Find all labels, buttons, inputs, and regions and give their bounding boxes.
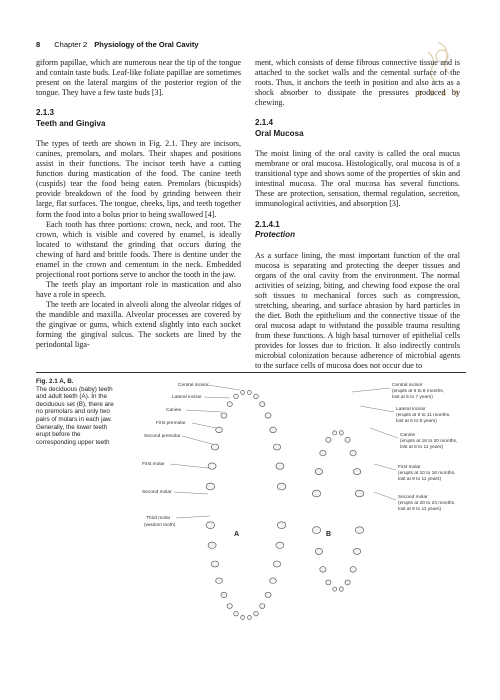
deciduous-upper-tooth <box>355 490 363 497</box>
figure-caption-text: The deciduous (baby) teeth and adult teeth (A). In the deciduous set (B), there are no premolars and only two pairs of molars in each jaw. Generally, the lower teeth erupt before the corresponding upper teeth <box>36 385 114 446</box>
adult-lower-tooth <box>206 522 215 529</box>
deciduous-upper-tooth <box>312 490 320 497</box>
panel-label-b: B <box>326 531 332 538</box>
page-number: 8 <box>36 40 41 49</box>
label-d-first-molar-age2: lost at 9 to 11 years) <box>398 477 442 482</box>
label-d-canine-age: (erupts at 16 to 20 months, <box>400 439 458 444</box>
adult-lower-tooth <box>265 592 271 597</box>
dental-arches-svg <box>126 376 470 634</box>
paragraph: The types of teeth are shown in Fig. 2.1. They are incisors, canines, premolars, and molars. Their shapes and positions assist in their functions. The incisor teeth have a cutting function during mastication of the food. The canine teeth (cuspids) tear the food being eaten. Premolars (bicuspids) provide breakdown of the food by grinding between their large, flat surfaces. The tongue, cheeks, lips, and teeth together form the food into a bolus prior to being swallowed [4]. <box>36 139 241 219</box>
label-third-molar: Third molar <box>146 516 171 521</box>
deciduous-lower-tooth <box>355 527 363 534</box>
deciduous-lower-tooth <box>353 548 360 554</box>
adult-upper-tooth <box>208 463 216 469</box>
label-d-second-molar: Second molar <box>398 495 428 500</box>
adult-upper-tooth <box>265 413 271 418</box>
adult-lower-tooth <box>216 578 223 584</box>
adult-upper-tooth <box>277 483 286 490</box>
label-second-molar: Second molar <box>142 490 172 495</box>
adult-upper-tooth <box>248 390 252 394</box>
left-intro-paragraph: giform papillae, which are numerous near the tip of the tongue and contain taste buds. Leaf-like foliate papillae are sometimes present on the lateral margins of the posterior region of the tongue. They have a few taste buds [3]. <box>36 58 241 98</box>
adult-lower-tooth <box>270 578 277 584</box>
section-heading-2-1-4-1 <box>255 220 460 241</box>
deciduous-upper-tooth <box>339 431 343 435</box>
adult-lower-tooth <box>221 592 227 597</box>
label-second-premolar: Second premolar <box>144 434 181 439</box>
adult-lower-tooth <box>211 561 218 567</box>
adult-upper-tooth <box>254 394 259 399</box>
section-title: Oral Mucosa <box>255 128 304 138</box>
adult-lower-tooth <box>208 542 216 548</box>
paragraph: Each tooth has three portions: crown, neck, and root. The crown, which is visible and covered by enamel, is ideally located to withstand the grinding that occurs during the chewing of hard and brittle foods. There is dentine under the enamel in the crown and cementum in the neck. Embedded projectional root portions serve to anchor the tooth in the jaw. <box>36 219 241 279</box>
deciduous-upper-tooth <box>320 450 326 456</box>
adult-lower-tooth <box>234 611 239 616</box>
label-d-canine: Canine <box>400 433 416 438</box>
deciduous-lower-tooth <box>320 567 326 573</box>
label-canine: Canine <box>166 408 182 413</box>
deciduous-upper-tooth <box>350 450 356 456</box>
label-d-lateral-incisor: Lateral incisor <box>396 407 426 412</box>
deciduous-upper-tooth <box>326 437 331 442</box>
section-title: Protection <box>255 230 296 240</box>
adult-upper-tooth <box>221 413 227 418</box>
adult-upper-tooth <box>216 427 223 433</box>
deciduous-upper-tooth <box>315 469 322 475</box>
adult-labels <box>142 382 240 528</box>
figure-divider <box>36 372 466 373</box>
adult-upper-tooth <box>227 402 232 407</box>
adult-upper-tooth <box>234 394 239 399</box>
label-d-first-molar-age: (erupts at 10 to 16 months, <box>398 471 456 476</box>
label-d-second-molar-age: (erupts at 20 to 24 months, <box>398 501 456 506</box>
figure-caption <box>36 378 114 446</box>
label-d-central-incisor-age: (erupts at 6 to 8 months, <box>392 389 444 394</box>
adult-upper-tooth <box>276 463 284 469</box>
adult-lower-tooth <box>277 522 286 529</box>
label-d-lateral-incisor-age2: lost at 6 to 8 years) <box>396 419 437 424</box>
adult-dentition-arches <box>206 390 286 619</box>
label-d-central-incisor-age2: lost at 5 to 7 years) <box>392 395 433 400</box>
deciduous-lower-tooth <box>345 580 350 585</box>
deciduous-lower-tooth <box>326 580 331 585</box>
label-d-lateral-incisor-age: (erupts at 8 to 11 months, <box>396 413 451 418</box>
adult-upper-tooth <box>270 427 277 433</box>
paragraph: The moist lining of the oral cavity is called the oral mucus membrane or oral mucosa. Histologically, oral mucosa is of a transitional type and shows some of the properties of skin and intestinal mucosa. The oral mucosa has several functions. These are protection, sensation, thermal regulation, secretion, immunological activities, and absorption [3]. <box>255 149 460 209</box>
label-d-first-molar: First molar <box>398 465 421 470</box>
deciduous-upper-tooth <box>345 437 350 442</box>
adult-lower-tooth <box>260 604 265 609</box>
adult-lower-tooth <box>254 611 259 616</box>
chapter-label: Chapter 2 <box>54 40 88 49</box>
adult-upper-tooth <box>241 390 245 394</box>
right-column <box>255 58 460 371</box>
deciduous-lower-tooth <box>339 587 343 591</box>
deciduous-upper-tooth <box>333 431 337 435</box>
deciduous-lower-tooth <box>312 527 320 534</box>
label-d-central-incisor: Central incisor <box>392 383 423 388</box>
adult-lower-tooth <box>241 615 245 619</box>
right-intro-paragraph: ment, which consists of dense fibrous connective tissue and is attached to the socket walls and the cemental surface of the roots. Thus, it anchors the teeth in position and also acts as a shock absorber to dissipate the pressures produced by chewing. <box>255 58 460 108</box>
adult-upper-tooth <box>211 444 218 450</box>
chapter-title: Physiology of the Oral Cavity <box>94 40 199 49</box>
adult-upper-tooth <box>260 402 265 407</box>
dental-arches-figure <box>126 376 470 634</box>
section-number: 2.1.4.1 <box>255 219 280 229</box>
label-first-premolar: First premolar <box>156 421 186 426</box>
deciduous-labels <box>352 382 457 512</box>
adult-lower-tooth <box>248 615 252 619</box>
deciduous-lower-tooth <box>350 567 356 573</box>
section-number: 2.1.3 <box>36 108 55 118</box>
deciduous-lower-tooth <box>333 587 337 591</box>
paragraph: The teeth play an important role in mastication and also have a role in speech. <box>36 279 241 299</box>
paragraph: As a surface lining, the most important function of the oral mucosa is separating and protecting the deeper tissues and organs of the oral cavity from the environment. The normal activities of seizing, biting, and chewing food expose the oral soft tissues to mechanical forces such as compression, stretching, shearing, and surface abrasion by hard particles in the diet. Both the epithelium and the connective tissue of the oral mucosa adapt to withstand the possible trauma resulting from these functions. A high basal turnover of epithelial cells provides for losses due to friction. It also indirectly controls microbial colonization because adherence of microbial agents to the surface cells of mucosa does not occur due to <box>255 250 460 371</box>
deciduous-upper-tooth <box>353 469 360 475</box>
label-wisdom-tooth: (wisdom tooth) <box>144 523 176 528</box>
paragraph: The teeth are located in alveoli along the alveolar ridges of the mandible and maxilla. Alveolar processes are covered by the gingivae or gums, which extend slightly into each socket forming the gingival sulcus. The sockets are lined by the periodontal liga- <box>36 299 241 350</box>
adult-lower-tooth <box>276 542 284 548</box>
figure-caption-label: Fig. 2.1 A, B. <box>36 378 74 385</box>
label-central-incisor: Central incisor <box>178 383 209 388</box>
section-heading-2-1-3 <box>36 108 241 129</box>
section-heading-2-1-4 <box>255 118 460 139</box>
deciduous-lower-tooth <box>315 548 322 554</box>
deciduous-dentition-arches <box>312 431 363 592</box>
section-number: 2.1.4 <box>255 118 274 128</box>
adult-upper-tooth <box>273 444 280 450</box>
panel-label-a: A <box>234 531 240 538</box>
section-title: Teeth and Gingiva <box>36 118 106 128</box>
label-d-canine-age2: lost at 8 to 11 years) <box>400 445 444 450</box>
label-lateral-incisor: Lateral incisor <box>172 395 202 400</box>
adult-lower-tooth <box>273 561 280 567</box>
label-first-molar: First molar <box>142 462 165 467</box>
left-column <box>36 58 241 350</box>
adult-lower-tooth <box>227 604 232 609</box>
label-d-second-molar-age2: lost at 9 to 11 years) <box>398 507 442 512</box>
adult-upper-tooth <box>206 483 215 490</box>
